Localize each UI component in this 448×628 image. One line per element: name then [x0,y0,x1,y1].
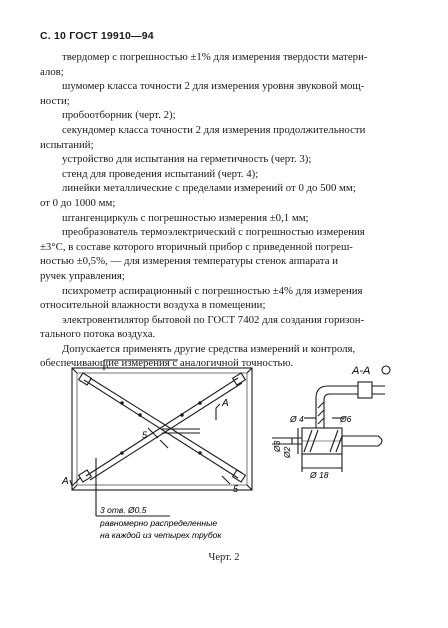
text-line-2a: шумомер класса точности 2 для измерения уровня звуковой мощ- [62,80,365,93]
dim-5-inner: 5 [142,430,148,440]
dim-d3: Ø3 [272,440,282,452]
text-line-12a: Допускается применять другие средства измерений и контроля, [62,342,356,355]
text-line-9b: ±3°С, в составе которого вторичный прибор с приведенной погреш- [40,240,353,253]
heat-exchanger-label [112,358,175,359]
section-label: А-А [352,365,371,377]
text-line-4b: испытаний; [40,138,94,151]
section-mark-a-left: А [62,476,69,487]
text-line-8: штангенциркуль с погрешностью измерения ±0,1 мм; [62,211,309,224]
text-line-4a: секундомер класса точности 2 для измерения продолжительности [62,123,366,136]
text-line-10b: относительной влажности воздуха в помещении; [40,299,266,312]
dim-d18: Ø 18 [310,470,329,480]
text-line-7b: от 0 до 1000 мм; [40,196,116,209]
text-line-12b: обеспечивающие измерения с аналогичной точностью. [40,357,294,370]
tube-2 [86,378,238,476]
text-line-11b: тального потока воздуха. [40,328,156,341]
text-line-9c: ностью ±0,5%, — для измерения температуры стенок аппарата и [40,255,339,268]
text-line-6: стенд для проведения испытаний (черт. 4); [62,167,259,180]
dim-d4: Ø 4 [290,414,304,424]
dim-d2: Ø2 [282,446,292,458]
text-line-7a: линейки металлические с пределами измерений от 0 до 500 мм; [62,182,356,195]
heat-exchanger-view [70,360,252,516]
page-header: С. 10 ГОСТ 19910—94 [40,30,154,42]
distributed-label-1: равномерно распределенные [100,518,218,528]
section-mark-a-right: А [222,398,229,409]
figure-sampler [40,358,420,548]
text-line-9d: ручек управления; [40,269,125,282]
text-line-1b: алов; [40,65,64,78]
dim-d6: Ø6 [340,414,352,424]
text-line-11a: электровентилятор бытовой по ГОСТ 7402 для создания горизон- [62,313,365,326]
text-line-9a: преобразователь термоэлектрический с погрешностью измерения [62,226,365,239]
text-line-10a: психрометр аспирационный с погрешностью ±4% для измерения [62,284,363,297]
document-body [40,50,418,371]
text-line-3: пробоотборник (черт. 2); [62,109,176,122]
sampler-drawing [40,358,420,548]
figure-caption: Черт. 2 [208,552,240,563]
dim-5-outer: 5 [233,484,239,494]
text-line-1a: твердомер с погрешностью ±1% для измерения твердости матери- [62,51,368,63]
text-line-5: устройство для испытания на герметичность (черт. 3); [62,153,312,166]
tube-1 [84,380,238,478]
holes-label: 3 отв. Ø0.5 [100,505,147,515]
text-line-2b: ности; [40,94,70,107]
distributed-label-2: на каждой из четырех трубок [100,530,222,540]
